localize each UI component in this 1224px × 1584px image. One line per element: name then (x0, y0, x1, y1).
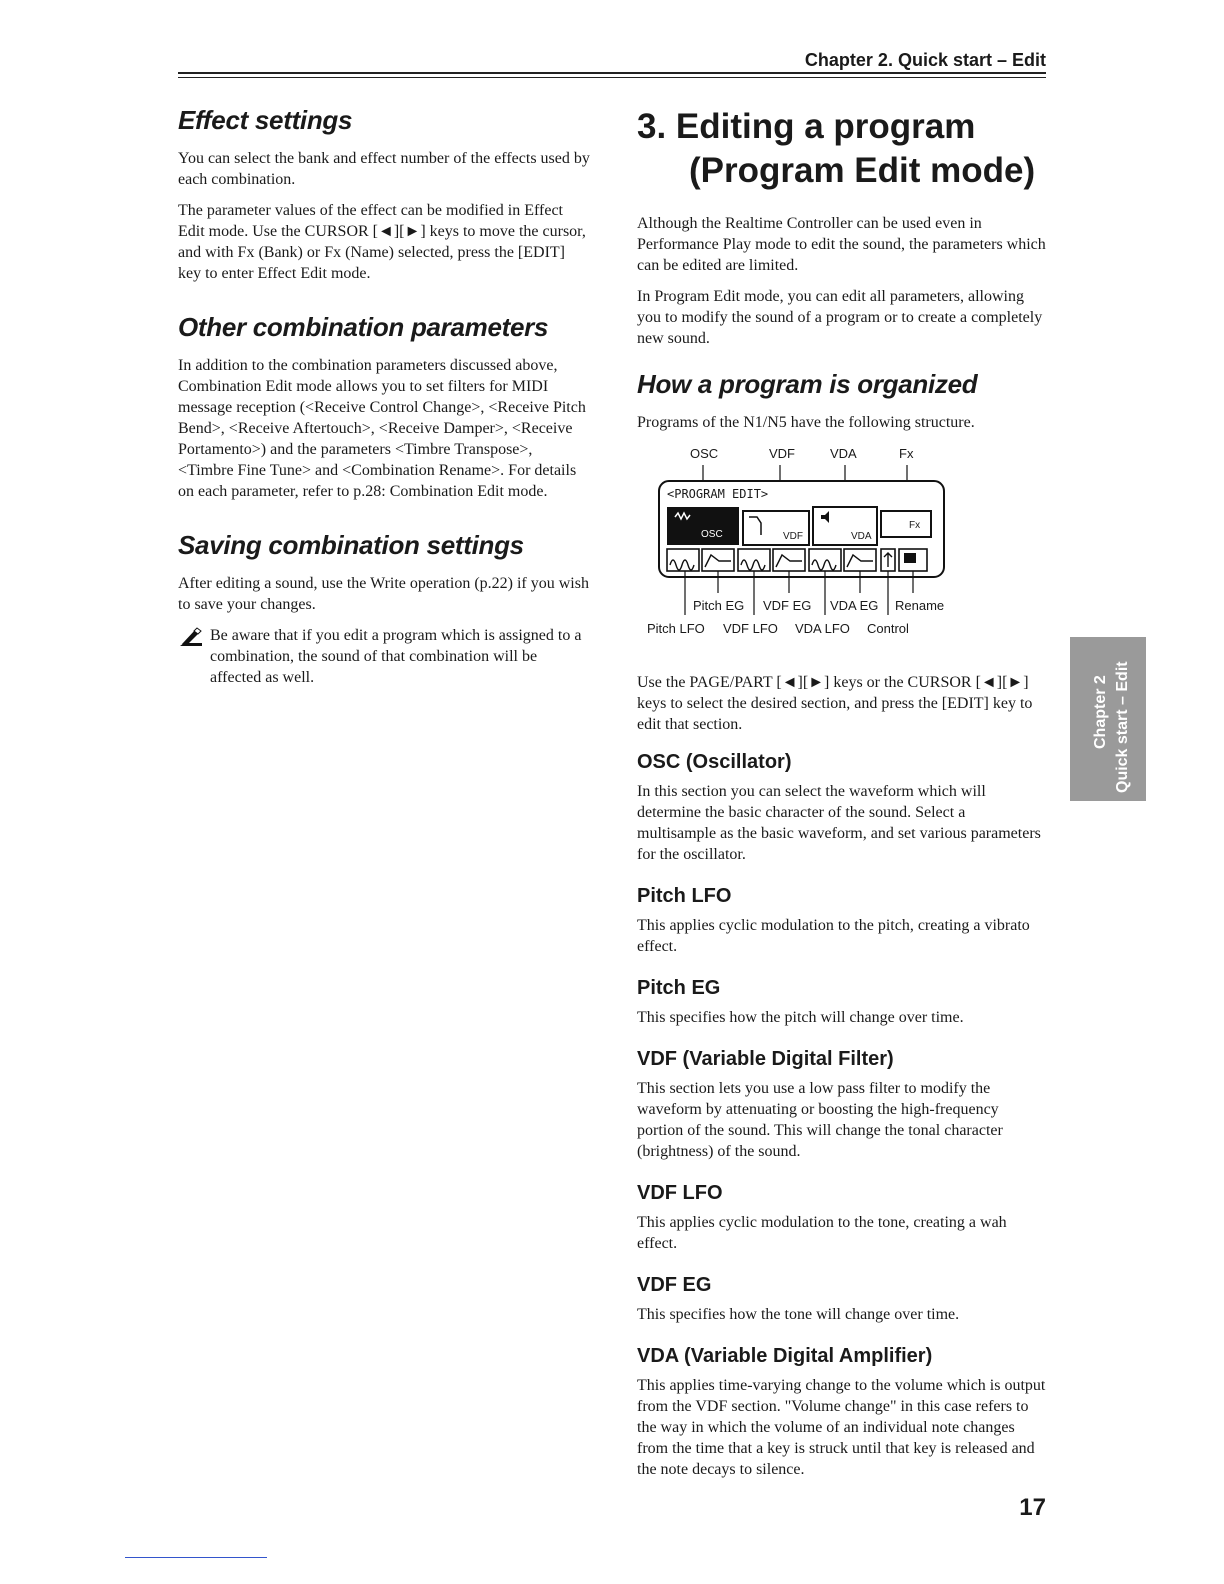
left-column (178, 105, 590, 698)
effect-settings-p2: The parameter values of the effect can be modified in Effect Edit mode. Use the CURSOR [◄][►] keys to move the cursor, and with Fx (Bank) or Fx (Name) selected, press the [EDIT] key to enter Effect Edit mode. (178, 202, 586, 282)
pitch-eg-text: This specifies how the pitch will change over time. (637, 1009, 964, 1026)
footer-rule (125, 1557, 267, 1558)
diagram-block-fx: Fx (909, 520, 921, 531)
chapter-section-title: 3. Editing a program (Program Edit mode) (637, 107, 1036, 190)
diagram-label-pitch-eg: Pitch EG (693, 598, 745, 613)
diagram-label-vda-lfo: VDA LFO (795, 621, 850, 636)
right-column (637, 105, 1047, 1490)
saving-p1: After editing a sound, use the Write operation (p.22) if you wish to save your changes. (178, 575, 589, 613)
vda-text: This applies time-varying change to the volume which is output from the VDF section. "Volume change" in this case refers to the way in which the volume of an individual note changes from the time that a key is struck until that key is released and the note decays to silence. (637, 1377, 1046, 1478)
effect-settings-heading: Effect settings (178, 105, 353, 135)
diagram-top-label-vdf: VDF (769, 446, 795, 461)
diagram-label-rename: Rename (895, 598, 945, 613)
vdf-heading: VDF (Variable Digital Filter) (637, 1048, 894, 1070)
header-rule (178, 72, 1046, 74)
note-pencil-icon (178, 627, 204, 647)
osc-text: In this section you can select the waveform which will determine the basic character of the sound. Select a multisample as the basic waveform, and set various parameters for the oscillator. (637, 783, 1041, 863)
other-params-p1: In addition to the combination parameters discussed above, Combination Edit mode allows you to set filters for MIDI message reception (<Receive Control Change>, <Receive Pitch Bend>, <Receive Aftertouch>, <Receive Damper>, <Receive Portamento>) and the parameters <Timbre Transpose>, <Timbre Fine Tune> and <Combination Rename>. For details on each parameter, refer to p.28: Combination Edit mode. (178, 357, 586, 500)
diagram-label-vda-eg: VDA EG (830, 598, 879, 613)
diagram-block-vda: VDA (851, 531, 872, 542)
diagram-top-label-osc: OSC (690, 446, 719, 461)
pitch-eg-heading: Pitch EG (637, 977, 721, 999)
pitch-lfo-text: This applies cyclic modulation to the pitch, creating a vibrato effect. (637, 917, 1030, 955)
page-number: 17 (1019, 1494, 1046, 1521)
side-tab-line1: Chapter 2 (1092, 675, 1109, 749)
organized-p1: Programs of the N1/N5 have the following structure. (637, 414, 975, 431)
organized-heading: How a program is organized (637, 369, 978, 399)
diagram-top-label-vda: VDA (830, 446, 857, 461)
intro-p1: Although the Realtime Controller can be used even in Performance Play mode to edit the sound, the parameters which can be edited are limited. (637, 215, 1046, 274)
vdf-lfo-text: This applies cyclic modulation to the tone, creating a wah effect. (637, 1214, 1007, 1252)
diagram-label-vdf-lfo: VDF LFO (723, 621, 778, 636)
vdf-text: This section lets you use a low pass filter to modify the waveform by attenuating or boosting the high-frequency portion of the sound. This will change the tonal character (brightness) of the sound. (637, 1080, 1003, 1160)
diagram-top-label-fx: Fx (899, 446, 914, 461)
vdf-eg-text: This specifies how the tone will change over time. (637, 1306, 960, 1323)
vdf-lfo-heading: VDF LFO (637, 1182, 723, 1204)
other-params-heading: Other combination parameters (178, 312, 549, 342)
diagram-label-control: Control (867, 621, 909, 636)
vdf-eg-heading: VDF EG (637, 1274, 712, 1296)
intro-p2: In Program Edit mode, you can edit all parameters, allowing you to modify the sound of a program or to create a completely new sound. (637, 288, 1043, 347)
program-structure-diagram (645, 443, 945, 658)
note-text: Be aware that if you edit a program which is assigned to a combination, the sound of that combination will be affected as well. (210, 627, 582, 686)
diagram-block-vdf: VDF (783, 531, 803, 542)
diagram-label-vdf-eg: VDF EG (763, 598, 812, 613)
diagram-label-pitch-lfo: Pitch LFO (647, 621, 705, 636)
diagram-block-osc: OSC (701, 529, 723, 540)
use-keys-text: Use the PAGE/PART [◄][►] keys or the CURSOR [◄][►] keys to select the desired section, and press the [EDIT] key to edit that section. (637, 674, 1033, 733)
note (178, 625, 590, 688)
header-rule-thin (178, 77, 1046, 78)
side-tab-line2: Quick start – Edit (1114, 661, 1131, 793)
chapter-header: Chapter 2. Quick start – Edit (804, 50, 1046, 70)
osc-heading: OSC (Oscillator) (637, 751, 792, 773)
saving-heading: Saving combination settings (178, 530, 524, 560)
pitch-lfo-heading: Pitch LFO (637, 885, 732, 907)
effect-settings-p1: You can select the bank and effect number of the effects used by each combination. (178, 150, 590, 188)
chapter-side-tab (1070, 637, 1146, 801)
diagram-screen-title: <PROGRAM EDIT> (667, 487, 769, 501)
vda-heading: VDA (Variable Digital Amplifier) (637, 1345, 933, 1367)
